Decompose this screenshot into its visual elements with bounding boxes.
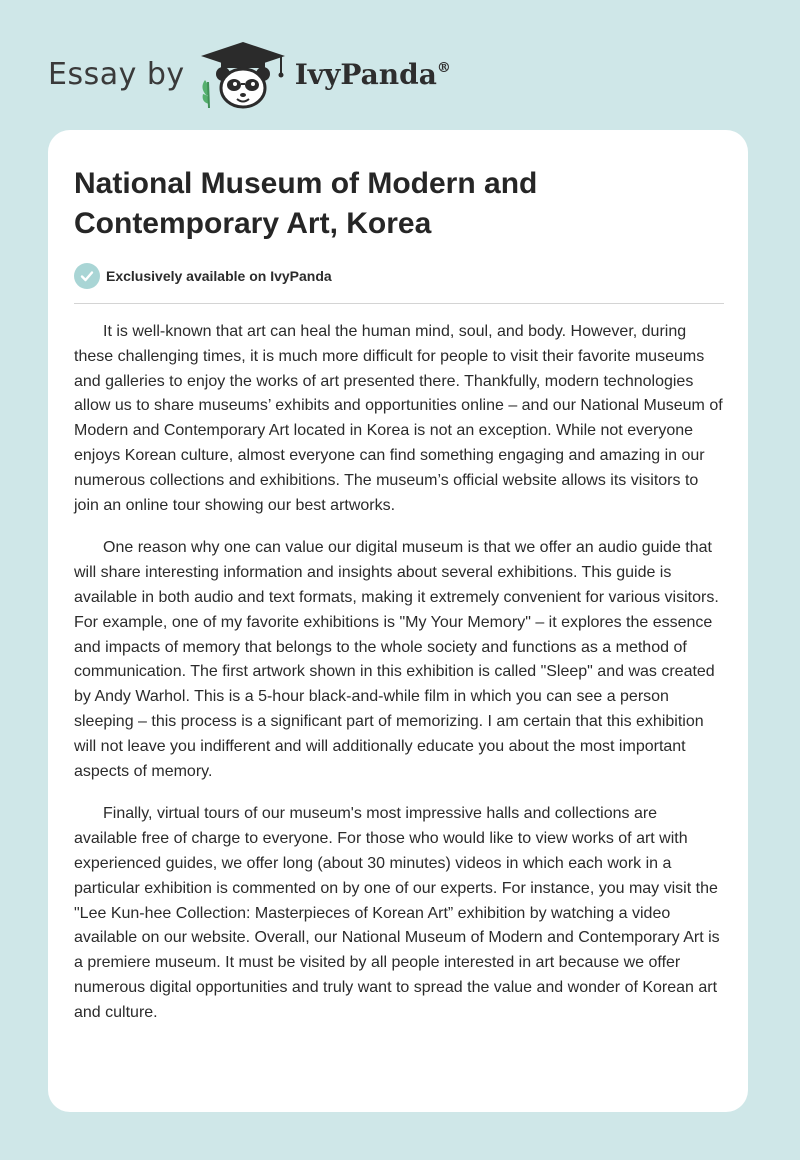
paragraph: It is well-known that art can heal the human mind, soul, and body. However, during these challenging times, it is much more difficult for people to visit their favorite museums and galleries to enjoy the works of art presented there. Thankfully, modern technologies allow us to share museums’ exhibits and opportunities online – and our National Museum of Modern and Contemporary Art located in Korea is not an exception. While not everyone enjoys Korean culture, almost everyone can find something engaging and amazing in our numerous collections and exhibitions. The museum’s official website allows its visitors to join an online tour showing our best artworks. — [74, 323, 723, 514]
paragraph: Finally, virtual tours of our museum's most impressive halls and collections are available free of charge to everyone. For those who would like to view works of art with experienced guides, we offer long (about 30 minutes) videos in which each work in a particular exhibition is commented on by one of our experts. For instance, you may visit the "Lee Kun-hee Collection: Masterpieces of Korean Art” exhibition by watching a video available on our website. Overall, our National Museum of Modern and Contemporary Art is a premiere museum. It must be visited by all people interested in art because we offer numerous digital opportunities and truly want to spread the value and wonder of Korean art and culture. — [74, 805, 720, 1021]
divider — [74, 303, 724, 304]
essay-card — [48, 130, 748, 1112]
paragraph: One reason why one can value our digital museum is that we offer an audio guide that will share interesting information and insights about several exhibitions. This guide is available in both audio and text formats, making it extremely convenient for various visitors. For example, one of my favorite exhibitions is "My Your Memory" – it explores the essence and impacts of memory that belongs to the whole society and functions as a method of communication. The first artwork shown in this exhibition is called "Sleep" and was created by Andy Warhol. This is a 5-hour black-and-while film in which you can see a person sleeping – this process is a significant part of memorizing. I am certain that this exhibition will not leave you indifferent and will additionally educate you about the most important aspects of memory. — [74, 539, 719, 780]
page-title: National Museum of Modern and Contemporary Art, Korea — [74, 167, 538, 240]
registered-mark: ® — [436, 59, 451, 76]
exclusive-badge — [74, 263, 332, 289]
site-header — [48, 36, 451, 112]
exclusive-label: Exclusively available on IvyPanda — [106, 268, 332, 284]
brand-name[interactable]: IvyPanda® — [294, 57, 451, 91]
essay-by-label: Essay by — [48, 56, 185, 92]
essay-body — [74, 320, 724, 1044]
panda-graduate-logo-icon[interactable] — [197, 38, 289, 110]
check-icon — [74, 263, 100, 289]
